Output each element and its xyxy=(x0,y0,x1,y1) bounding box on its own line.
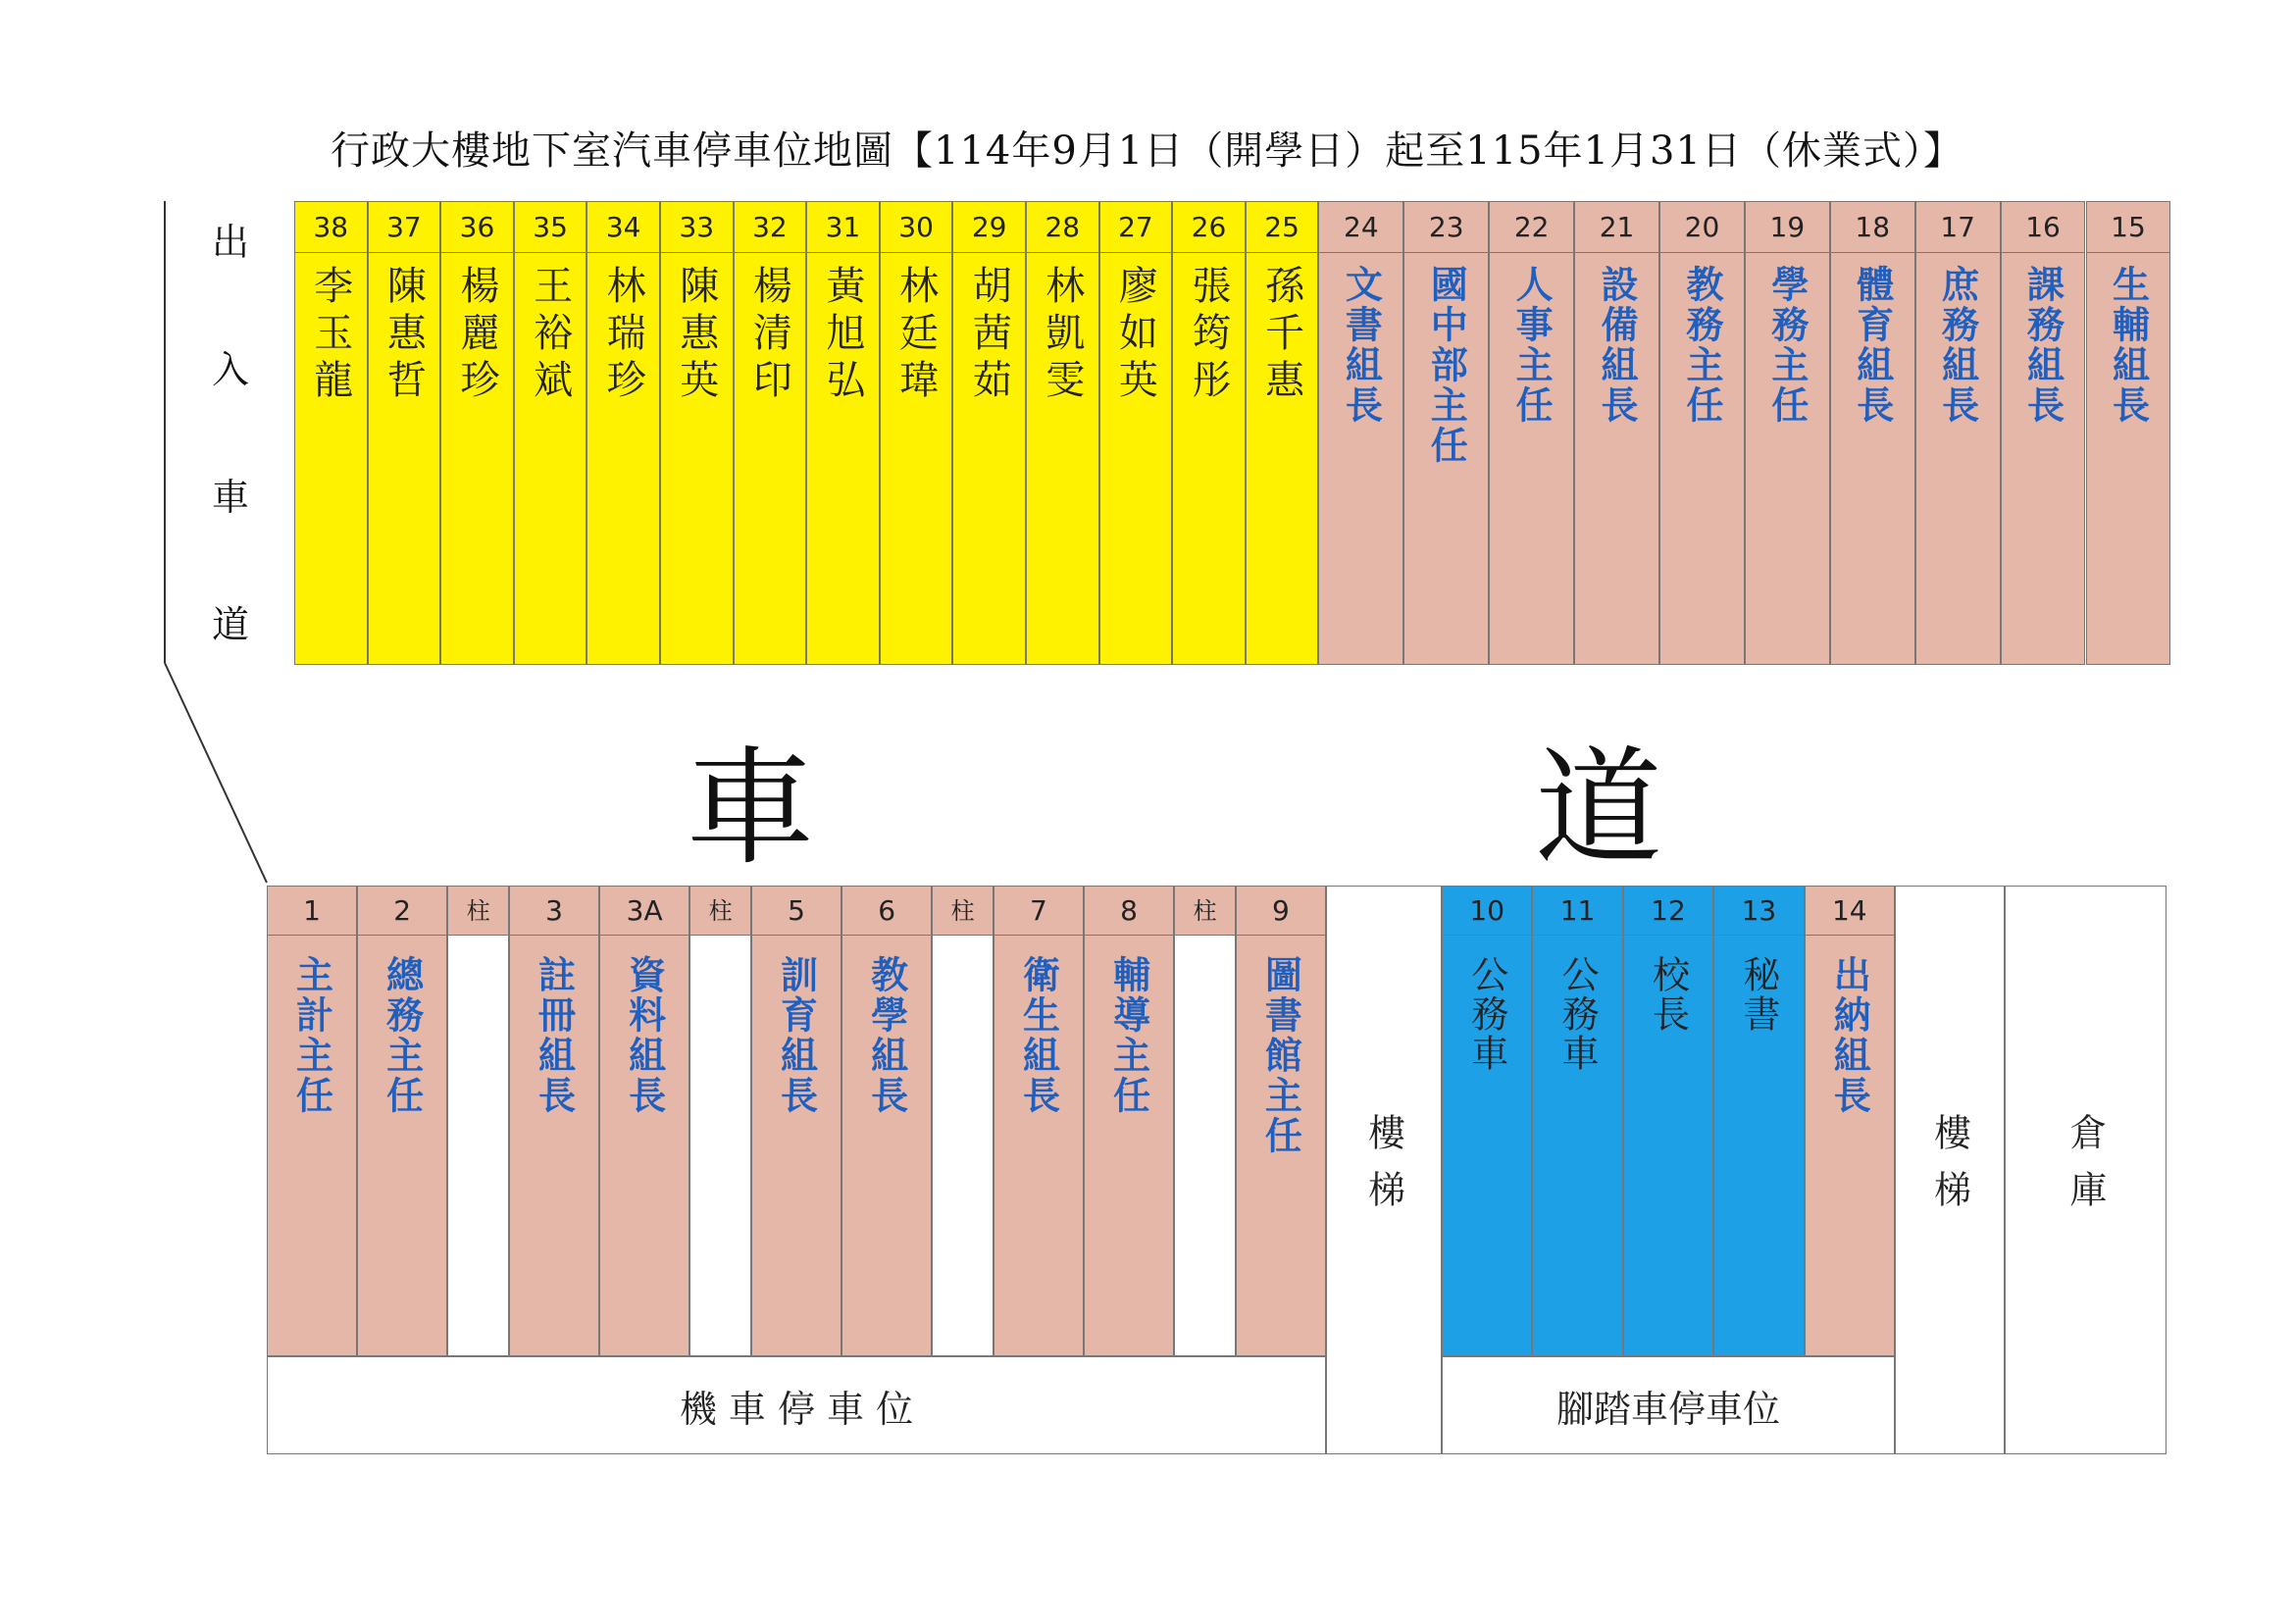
space-number: 11 xyxy=(1533,887,1621,936)
parking-space xyxy=(1318,201,1403,665)
parking-space xyxy=(2001,201,2086,665)
space-assignee: 陳惠英 xyxy=(673,265,719,406)
parking-space xyxy=(1489,201,1574,665)
space-assignee: 校長 xyxy=(1646,955,1690,1034)
space-assignee: 張筠彤 xyxy=(1185,265,1231,406)
page-title: 行政大樓地下室汽車停車位地圖【114年9月1日（開學日）起至115年1月31日（休業式）】 xyxy=(331,128,1963,174)
parking-space xyxy=(1026,201,1099,665)
parking-space xyxy=(1532,886,1622,1356)
space-number: 27 xyxy=(1100,202,1172,253)
parking-space xyxy=(1805,886,1895,1356)
bottom-parking-row xyxy=(267,886,1326,1356)
space-assignee: 人事主任 xyxy=(1509,265,1555,426)
parking-space xyxy=(1659,201,1745,665)
space-number: 3 xyxy=(510,887,598,936)
space-number: 22 xyxy=(1490,202,1573,253)
parking-space xyxy=(1574,201,1659,665)
space-assignee: 林凱雯 xyxy=(1039,265,1085,406)
space-number: 33 xyxy=(661,202,733,253)
space-number: 29 xyxy=(953,202,1025,253)
space-assignee: 國中部主任 xyxy=(1424,265,1469,466)
pillar xyxy=(689,886,751,1356)
parking-space xyxy=(2086,201,2171,665)
space-assignee: 文書組長 xyxy=(1339,265,1384,426)
space-assignee: 公務車 xyxy=(1555,955,1600,1073)
space-number: 20 xyxy=(1660,202,1744,253)
space-number: 16 xyxy=(2002,202,2085,253)
space-number: 7 xyxy=(994,887,1083,936)
parking-space xyxy=(509,886,599,1356)
entrance-char: 出 xyxy=(211,221,249,264)
parking-space xyxy=(368,201,441,665)
space-assignee: 圖書館主任 xyxy=(1258,955,1303,1156)
parking-space xyxy=(267,886,357,1356)
space-number: 5 xyxy=(752,887,841,936)
top-parking-row xyxy=(294,201,2170,665)
pillar xyxy=(1174,886,1236,1356)
storage-area xyxy=(2005,886,2167,1454)
space-number: 18 xyxy=(1831,202,1914,253)
space-assignee: 設備組長 xyxy=(1595,265,1640,426)
parking-space xyxy=(1236,886,1326,1356)
space-number: 25 xyxy=(1247,202,1318,253)
stairs-label-2: 樓梯 xyxy=(1927,1113,1971,1227)
space-assignee: 林廷瑋 xyxy=(892,265,939,406)
driveway-label-char: 車 xyxy=(687,734,815,883)
parking-space xyxy=(841,886,932,1356)
space-number: 35 xyxy=(515,202,586,253)
space-number: 1 xyxy=(268,887,356,936)
space-assignee: 訓育組長 xyxy=(774,955,819,1116)
space-assignee: 黃旭弘 xyxy=(819,265,865,406)
space-number: 34 xyxy=(587,202,659,253)
official-parking-row xyxy=(1442,886,1895,1356)
space-assignee: 楊麗珍 xyxy=(453,265,499,406)
space-number: 28 xyxy=(1027,202,1098,253)
space-number: 8 xyxy=(1085,887,1173,936)
space-assignee: 胡茜茹 xyxy=(966,265,1012,406)
space-number: 17 xyxy=(1916,202,2000,253)
space-number: 24 xyxy=(1319,202,1402,253)
space-number: 10 xyxy=(1443,887,1531,936)
space-number: 19 xyxy=(1746,202,1829,253)
space-assignee: 註冊組長 xyxy=(532,955,577,1116)
space-number: 38 xyxy=(295,202,367,253)
space-assignee: 體育組長 xyxy=(1850,265,1895,426)
pillar-label: 柱 xyxy=(448,887,508,936)
space-assignee: 衛生組長 xyxy=(1016,955,1061,1116)
parking-space xyxy=(1403,201,1489,665)
space-assignee: 廖如英 xyxy=(1112,265,1158,406)
parking-space xyxy=(586,201,660,665)
parking-space xyxy=(1246,201,1319,665)
bicycle-parking-area xyxy=(1442,1356,1895,1454)
space-assignee: 孫千惠 xyxy=(1258,265,1304,406)
parking-space xyxy=(1099,201,1173,665)
parking-space xyxy=(734,201,807,665)
entrance-char: 車 xyxy=(211,476,249,519)
space-assignee: 林瑞珍 xyxy=(600,265,646,406)
stairs-area-2 xyxy=(1895,886,2005,1454)
parking-space xyxy=(1830,201,1915,665)
space-assignee: 庶務組長 xyxy=(1935,265,1980,426)
entrance-char: 入 xyxy=(211,348,249,391)
pillar-label: 柱 xyxy=(933,887,993,936)
entrance-ramp-label xyxy=(206,218,255,728)
space-assignee: 主計主任 xyxy=(289,955,334,1116)
bicycle-parking-label: 腳踏車停車位 xyxy=(1555,1387,1780,1431)
parking-space xyxy=(994,886,1084,1356)
driveway-label-char: 道 xyxy=(1535,734,1663,883)
space-assignee: 總務主任 xyxy=(380,955,425,1116)
space-assignee: 王裕斌 xyxy=(527,265,573,406)
parking-space xyxy=(440,201,514,665)
space-assignee: 出納組長 xyxy=(1827,955,1872,1116)
parking-space xyxy=(1713,886,1804,1356)
space-assignee: 生輔組長 xyxy=(2106,265,2151,426)
parking-space xyxy=(952,201,1026,665)
entrance-char: 道 xyxy=(211,603,249,646)
pillar xyxy=(932,886,994,1356)
space-number: 9 xyxy=(1237,887,1325,936)
parking-space xyxy=(1623,886,1713,1356)
space-number: 26 xyxy=(1173,202,1245,253)
parking-space xyxy=(660,201,734,665)
space-assignee: 教學組長 xyxy=(864,955,909,1116)
space-number: 32 xyxy=(735,202,806,253)
parking-space xyxy=(357,886,447,1356)
space-number: 15 xyxy=(2087,202,2170,253)
parking-space xyxy=(599,886,689,1356)
parking-space xyxy=(1915,201,2001,665)
space-assignee: 學務主任 xyxy=(1764,265,1810,426)
space-number: 14 xyxy=(1806,887,1894,936)
space-number: 12 xyxy=(1624,887,1712,936)
space-assignee: 輔導主任 xyxy=(1106,955,1151,1116)
pillar-label: 柱 xyxy=(690,887,750,936)
space-number: 31 xyxy=(807,202,879,253)
parking-space xyxy=(751,886,841,1356)
space-number: 30 xyxy=(881,202,952,253)
parking-space xyxy=(1442,886,1532,1356)
pillar xyxy=(447,886,509,1356)
space-number: 13 xyxy=(1714,887,1803,936)
space-assignee: 公務車 xyxy=(1464,955,1508,1073)
parking-space xyxy=(880,201,953,665)
parking-space xyxy=(806,201,880,665)
storage-label: 倉庫 xyxy=(2064,1113,2107,1227)
parking-space xyxy=(1084,886,1174,1356)
parking-space xyxy=(1172,201,1246,665)
space-assignee: 楊清印 xyxy=(746,265,792,406)
space-number: 2 xyxy=(358,887,446,936)
space-number: 23 xyxy=(1404,202,1488,253)
space-number: 6 xyxy=(842,887,931,936)
motorcycle-parking-label: 機 車 停 車 位 xyxy=(679,1387,914,1431)
parking-space xyxy=(1745,201,1830,665)
space-number: 3A xyxy=(600,887,688,936)
space-number: 37 xyxy=(369,202,440,253)
space-assignee: 課務組長 xyxy=(2020,265,2065,426)
space-number: 21 xyxy=(1575,202,1658,253)
space-assignee: 陳惠哲 xyxy=(381,265,427,406)
space-assignee: 秘書 xyxy=(1736,955,1780,1034)
space-assignee: 教務主任 xyxy=(1679,265,1724,426)
motorcycle-parking-area xyxy=(267,1356,1326,1454)
stairs-area xyxy=(1326,886,1442,1454)
space-assignee: 資料組長 xyxy=(622,955,667,1116)
stairs-label: 樓梯 xyxy=(1361,1113,1405,1227)
parking-space xyxy=(514,201,587,665)
pillar-label: 柱 xyxy=(1175,887,1235,936)
space-number: 36 xyxy=(441,202,513,253)
space-assignee: 李玉龍 xyxy=(307,265,353,406)
parking-space xyxy=(294,201,368,665)
